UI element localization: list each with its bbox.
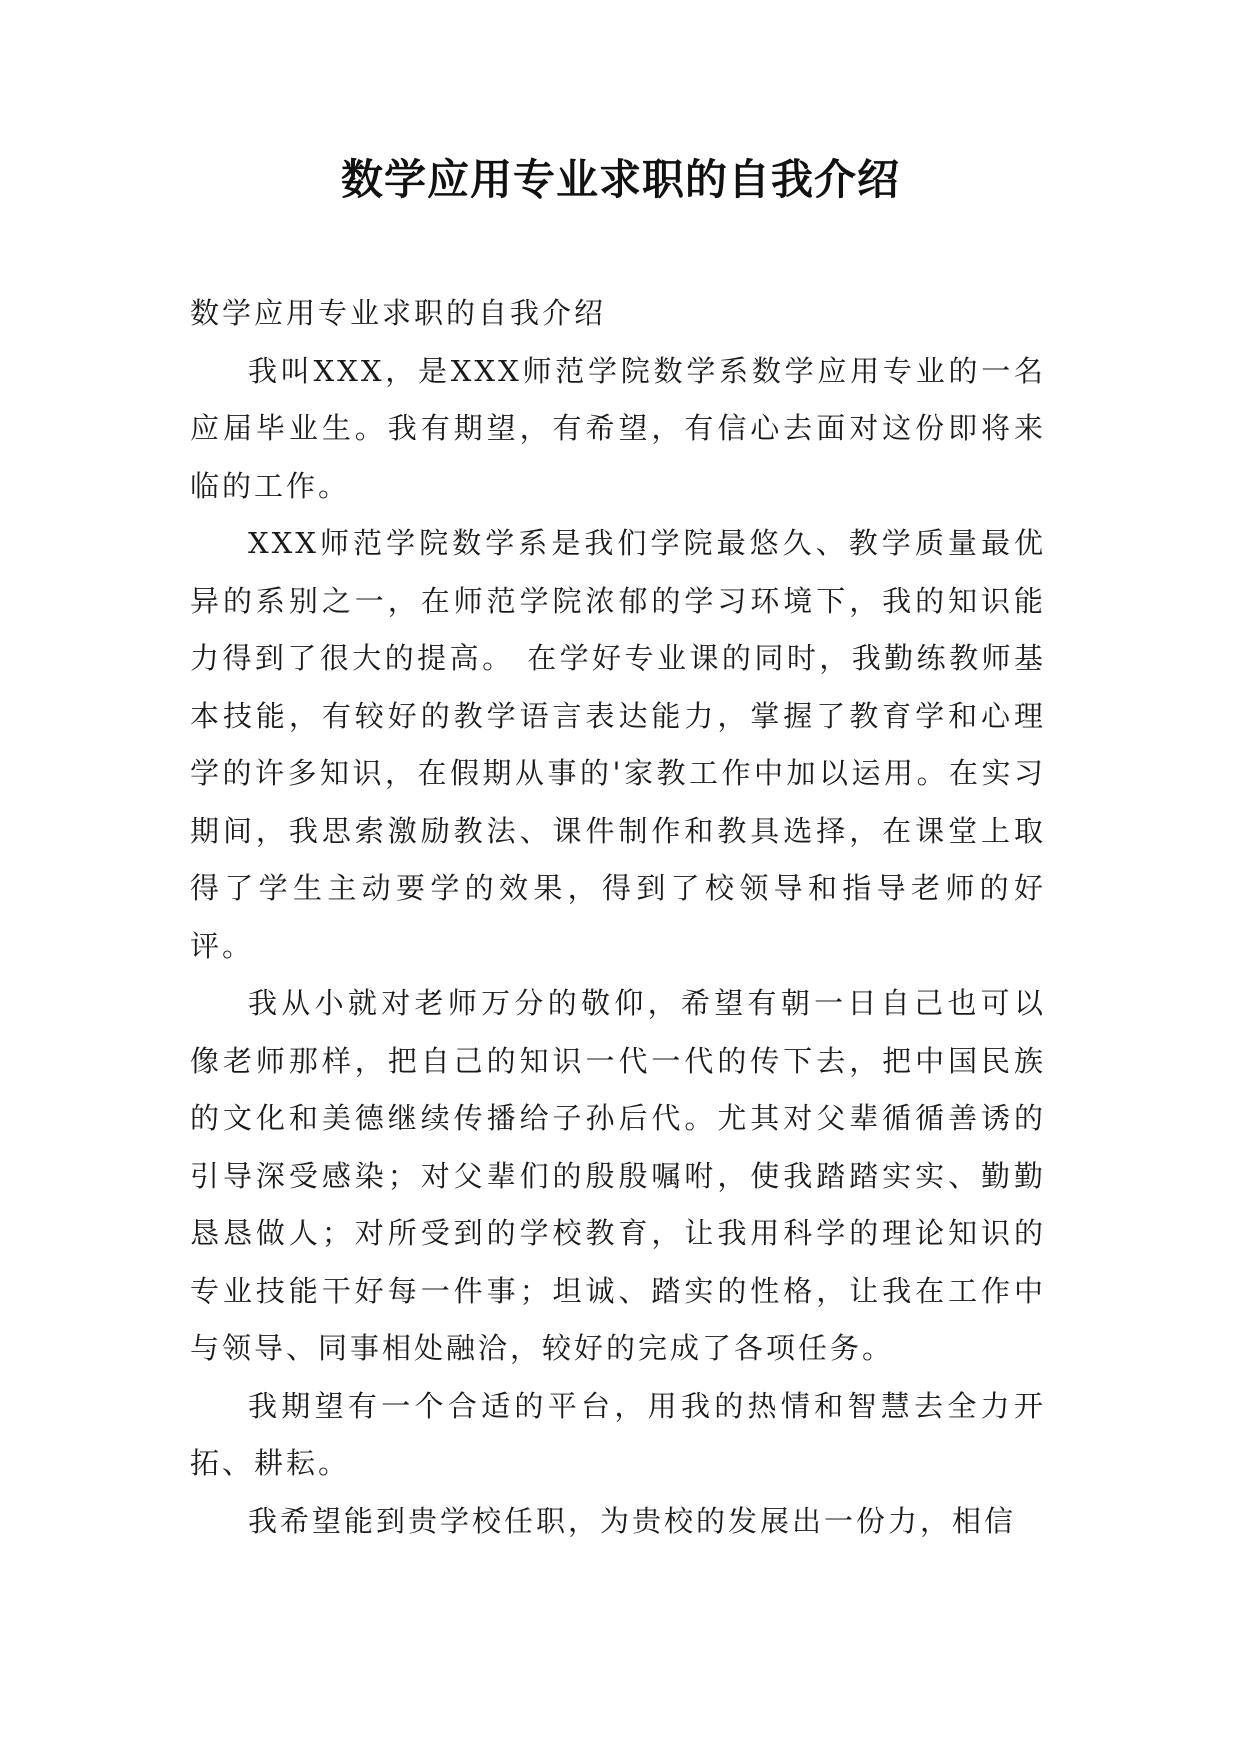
paragraph-aspiration: 我从小就对老师万分的敬仰，希望有朝一日自己也可以像老师那样，把自己的知识一代一代的传下去，把中国民族的文化和美德继续传播给子孙后代。尤其对父辈循循善诱的引导深受感染；对父辈们的殷殷嘱咐，使我踏踏实实、勤勤恳恳做人；对所受到的学校教育，让我用科学的理论知识的专业技能干好每一件事；坦诚、踏实的性格，让我在工作中与领导、同事相处融洽，较好的完成了各项任务。 xyxy=(190,986,1046,1365)
paragraph-introduction: 我叫XXX，是XXX师范学院数学系数学应用专业的一名应届毕业生。我有期望，有希望，有信心去面对这份即将来临的工作。 xyxy=(190,353,1046,503)
document-subtitle: 数学应用专业求职的自我介绍 xyxy=(190,296,607,330)
paragraph-education: XXX师范学院数学系是我们学院最悠久、教学质量最优异的系别之一，在师范学院浓郁的学习环境下，我的知识能力得到了很大的提高。 在学好专业课的同时，我勤练教师基本技能，有较好的教学语言表达能力，掌握了教育学和心理学的许多知识，在假期从事的'家教工作中加以运用。在实习期间，我思索激励教法、课件制作和教具选择，在课堂上取得了学生主动要学的效果，得到了校领导和指导老师的好评。 xyxy=(190,526,1046,963)
document-body xyxy=(190,285,1046,1550)
paragraph-platform: 我期望有一个合适的平台，用我的热情和智慧去全力开拓、耕耘。 xyxy=(190,1388,1046,1480)
document-title: 数学应用专业求职的自我介绍 xyxy=(340,155,900,204)
paragraph-closing: 我希望能到贵学校任职，为贵校的发展出一份力，相信 xyxy=(248,1503,1017,1538)
